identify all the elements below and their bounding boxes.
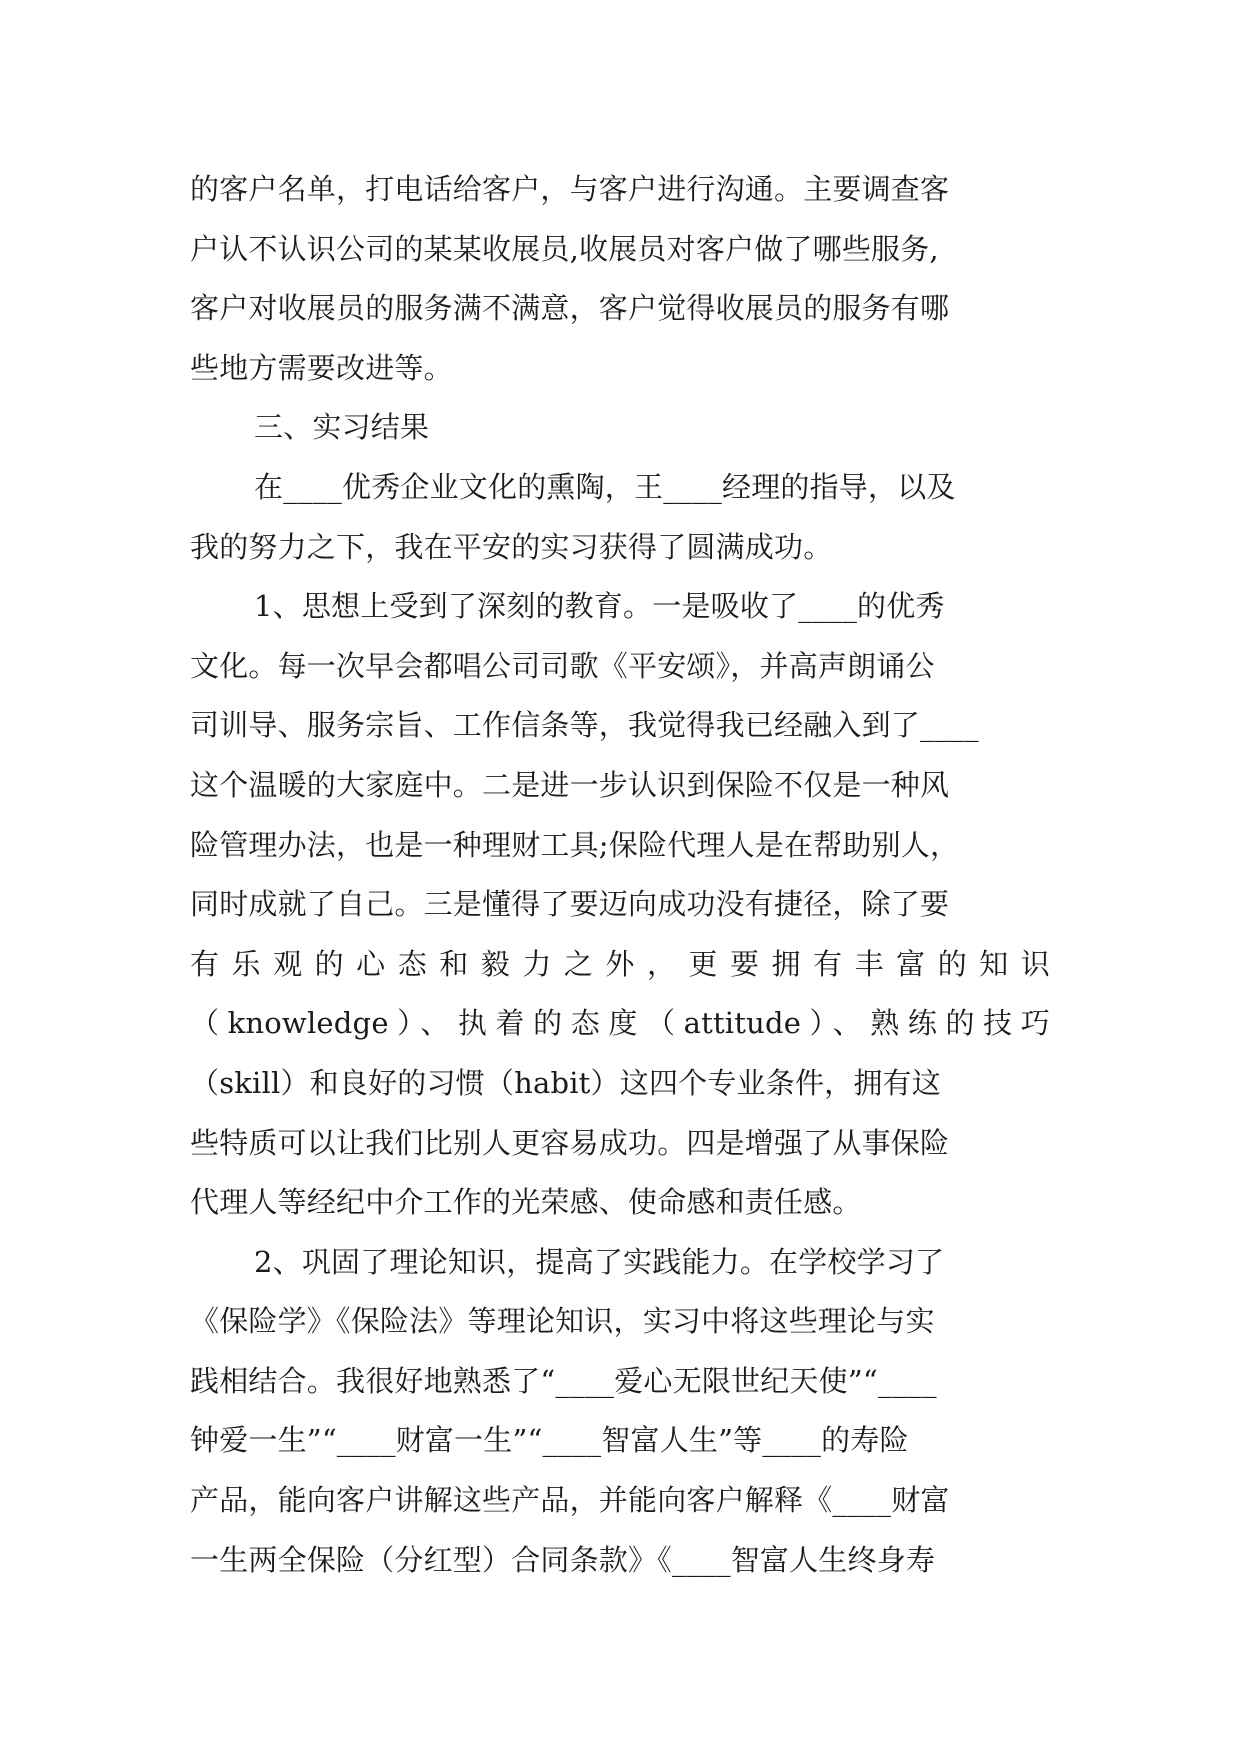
text-line: （knowledge）、执着的态度（attitude）、熟练的技巧 <box>190 1006 1050 1041</box>
text-line: 同时成就了自己。三是懂得了要迈向成功没有捷径，除了要 <box>190 887 950 922</box>
text-line: 一生两全保险（分红型）合同条款》《____智富人生终身寿 <box>190 1542 936 1577</box>
text-line: 司训导、服务宗旨、工作信条等，我觉得我已经融入到了____ <box>190 708 979 743</box>
text-line: 三、实习结果 <box>254 410 430 445</box>
text-line: 我的努力之下，我在平安的实习获得了圆满成功。 <box>190 529 833 564</box>
text-line: 代理人等经纪中介工作的光荣感、使命感和责任感。 <box>190 1185 862 1220</box>
text-line: 产品，能向客户讲解这些产品，并能向客户解释《____财富 <box>190 1483 950 1518</box>
text-line: （skill）和良好的习惯（habit）这四个专业条件，拥有这 <box>190 1065 941 1100</box>
text-line: 在____优秀企业文化的熏陶，王____经理的指导，以及 <box>254 469 956 504</box>
text-line: 客户对收展员的服务满不满意，客户觉得收展员的服务有哪 <box>190 291 950 326</box>
text-line: 1、思想上受到了深刻的教育。一是吸收了____的优秀 <box>254 589 945 624</box>
text-line: 践相结合。我很好地熟悉了“____爱心无限世纪天使”“____ <box>190 1363 937 1398</box>
text-line: 《保险学》《保险法》等理论知识，实习中将这些理论与实 <box>190 1304 935 1339</box>
text-line: 的客户名单，打电话给客户，与客户进行沟通。主要调查客 <box>190 172 950 206</box>
text-line: 些特质可以让我们比别人更容易成功。四是增强了从事保险 <box>190 1125 950 1160</box>
text-line: 这个温暖的大家庭中。二是进一步认识到保险不仅是一种风 <box>190 767 950 802</box>
text-line: 些地方需要改进等。 <box>190 350 453 385</box>
text-line: 文化。每一次早会都唱公司司歌《平安颂》，并高声朗诵公 <box>190 648 935 683</box>
text-line: 2、巩固了理论知识，提高了实践能力。在学校学习了 <box>254 1244 945 1279</box>
text-line: 户认不认识公司的某某收展员,收展员对客户做了哪些服务, <box>190 231 939 266</box>
document-body <box>190 160 1050 1590</box>
text-line: 钟爱一生”“____财富一生”“____智富人生”等____的寿险 <box>190 1423 909 1458</box>
text-line: 险管理办法，也是一种理财工具;保险代理人是在帮助别人， <box>190 827 960 862</box>
text-line: 有乐观的心态和毅力之外，更要拥有丰富的知识 <box>190 946 1050 981</box>
